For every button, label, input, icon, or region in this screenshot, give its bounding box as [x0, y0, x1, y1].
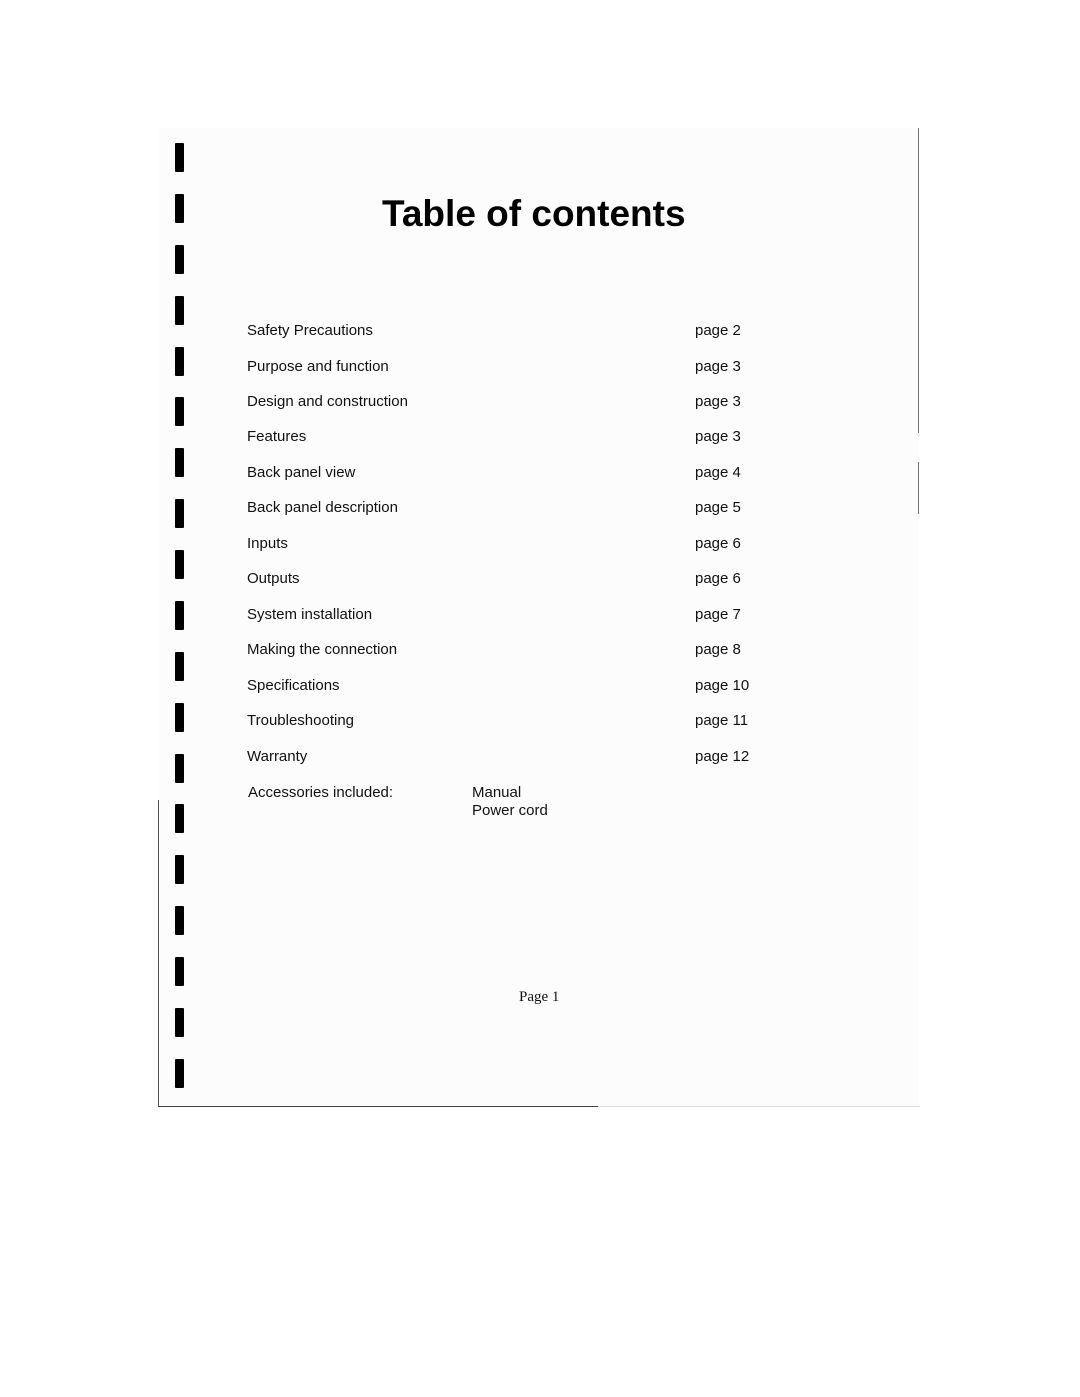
toc-entry-label: Features	[247, 428, 307, 445]
toc-entry-page: page 5	[695, 499, 741, 516]
toc-entry	[247, 499, 767, 519]
toc-entry-label: Outputs	[247, 570, 300, 587]
binding-hole	[175, 703, 184, 732]
toc-entry-page: page 6	[695, 535, 741, 552]
binding-hole	[175, 855, 184, 884]
toc-entry-page: page 11	[695, 712, 749, 729]
toc-entry-page: page 3	[695, 428, 741, 445]
toc-entry	[247, 570, 767, 590]
page-border-right	[918, 128, 919, 433]
toc-entry-page: page 4	[695, 464, 741, 481]
binding-hole	[175, 499, 184, 528]
binding-hole	[175, 1008, 184, 1037]
binding-hole	[175, 194, 184, 223]
toc-entry-label: System installation	[247, 606, 373, 623]
toc-entry-page: page 10	[695, 677, 750, 694]
toc-entry-label: Troubleshooting	[247, 712, 355, 729]
toc-entry-label: Purpose and function	[247, 358, 389, 375]
toc-entry-page: page 3	[695, 393, 741, 410]
accessories-label: Accessories included:	[248, 784, 394, 801]
binding-hole	[175, 754, 184, 783]
page-border-bottom-faint	[598, 1106, 920, 1107]
binding-hole	[175, 448, 184, 477]
binding-hole	[175, 957, 184, 986]
toc-entry	[247, 464, 767, 484]
toc-entry	[247, 535, 767, 555]
binding-hole	[175, 652, 184, 681]
page-number: Page 1	[519, 989, 560, 1005]
binding-hole	[175, 397, 184, 426]
binding-hole	[175, 143, 184, 172]
toc-entry-label: Back panel description	[247, 499, 398, 516]
toc-entry-page: page 7	[695, 606, 741, 623]
toc-entry-page: page 6	[695, 570, 741, 587]
toc-entry-page: page 3	[695, 358, 741, 375]
toc-entry-label: Warranty	[247, 748, 308, 765]
page-border-bottom	[158, 1106, 598, 1107]
binding-hole	[175, 550, 184, 579]
page-border-right-lower	[918, 462, 919, 514]
toc-entry-label: Making the connection	[247, 641, 398, 658]
binding-hole	[175, 296, 184, 325]
toc-entry	[247, 748, 767, 768]
toc-entry	[247, 393, 767, 413]
page-title: Table of contents	[382, 193, 686, 234]
toc-entry-label: Specifications	[247, 677, 340, 694]
toc-entry	[247, 358, 767, 378]
toc-entry	[247, 712, 767, 732]
toc-entry-page: page 12	[695, 748, 750, 765]
accessories-list	[472, 784, 612, 820]
toc-entry	[247, 428, 767, 448]
toc-entry	[247, 677, 767, 697]
binding-hole	[175, 601, 184, 630]
toc-entry-page: page 2	[695, 322, 741, 339]
page-border-left	[158, 800, 159, 1107]
binding-holes	[173, 0, 187, 1397]
binding-hole	[175, 906, 184, 935]
accessory-item: Power cord	[472, 802, 548, 819]
toc-entry	[247, 322, 767, 342]
accessory-item: Manual	[472, 784, 522, 801]
binding-hole	[175, 804, 184, 833]
toc-entry-label: Safety Precautions	[247, 322, 373, 339]
binding-hole	[175, 347, 184, 376]
toc-entry-page: page 8	[695, 641, 741, 658]
binding-hole	[175, 1059, 184, 1088]
toc-entry	[247, 641, 767, 661]
binding-hole	[175, 245, 184, 274]
toc-entry-label: Inputs	[247, 535, 288, 552]
toc-entry-label: Back panel view	[247, 464, 356, 481]
toc-entry-label: Design and construction	[247, 393, 408, 410]
toc-entry	[247, 606, 767, 626]
